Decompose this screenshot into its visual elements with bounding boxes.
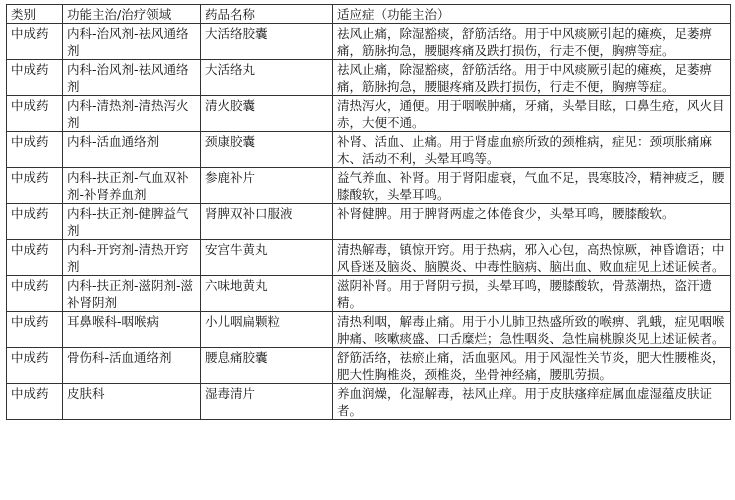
table-row <box>7 240 731 276</box>
cell-indication: 清热利咽，解毒止痛。用于小儿肺卫热盛所致的喉痹、乳蛾，症见咽喉肿痛、咳嗽痰盛、口舌糜烂；急性咽炎、急性扁桃腺炎见上述证候者。 <box>333 312 731 348</box>
cell-indication: 益气养血、补肾。用于肾阳虚衰，气血不足，畏寒肢冷，精神疲乏，腰膝酸软，头晕耳鸣。 <box>333 168 731 204</box>
cell-therapeutic-field: 内科-清热剂-清热泻火剂 <box>63 96 201 132</box>
cell-indication: 舒筋活络，祛瘀止痛，活血驱风。用于风湿性关节炎，肥大性腰椎炎，肥大性胸椎炎，颈椎炎，坐骨神经痛，腰肌劳损。 <box>333 348 731 384</box>
cell-therapeutic-field: 内科-活血通络剂 <box>63 132 201 168</box>
cell-indication: 补肾、活血、止痛。用于肾虚血瘀所致的颈椎病，症见：颈项胀痛麻木、活动不利，头晕耳鸣等。 <box>333 132 731 168</box>
drug-indication-table <box>6 4 731 420</box>
header-therapeutic-field: 功能主治/治疗领域 <box>63 5 201 24</box>
cell-indication: 滋阴补肾。用于肾阴亏损，头晕耳鸣，腰膝酸软，骨蒸潮热，盗汗遗精。 <box>333 276 731 312</box>
cell-drug-name: 颈康胶囊 <box>201 132 333 168</box>
cell-category: 中成药 <box>7 240 63 276</box>
cell-indication: 祛风止痛，除湿豁痰，舒筋活络。用于中风痰厥引起的瘫痪，足萎痹痛，筋脉拘急，腰腿疼痛及跌打损伤，行走不便，胸痹等症。 <box>333 24 731 60</box>
cell-drug-name: 腰息痛胶囊 <box>201 348 333 384</box>
table-row <box>7 384 731 420</box>
cell-drug-name: 肾脾双补口服液 <box>201 204 333 240</box>
cell-category: 中成药 <box>7 312 63 348</box>
cell-indication: 清热泻火，通便。用于咽喉肿痛，牙痛，头晕目眩，口鼻生疮，风火目赤，大便不通。 <box>333 96 731 132</box>
table-row <box>7 24 731 60</box>
table-row <box>7 204 731 240</box>
header-drug-name: 药品名称 <box>201 5 333 24</box>
cell-drug-name: 清火胶囊 <box>201 96 333 132</box>
cell-indication: 清热解毒，镇惊开窍。用于热病，邪入心包，高热惊厥，神昏谵语；中风昏迷及脑炎、脑膜炎、中毒性脑病、脑出血、败血症见上述证候者。 <box>333 240 731 276</box>
cell-therapeutic-field: 内科-扶正剂-气血双补剂-补肾养血剂 <box>63 168 201 204</box>
cell-therapeutic-field: 皮肤科 <box>63 384 201 420</box>
cell-drug-name: 小儿咽扁颗粒 <box>201 312 333 348</box>
cell-therapeutic-field: 内科-扶正剂-健脾益气剂 <box>63 204 201 240</box>
cell-therapeutic-field: 内科-治风剂-祛风通络剂 <box>63 24 201 60</box>
cell-indication: 养血润燥，化湿解毒，祛风止痒。用于皮肤瘙痒症属血虚湿蕴皮肤证者。 <box>333 384 731 420</box>
cell-therapeutic-field: 内科-开窍剂-清热开窍剂 <box>63 240 201 276</box>
header-category: 类别 <box>7 5 63 24</box>
cell-drug-name: 安宫牛黄丸 <box>201 240 333 276</box>
cell-therapeutic-field: 骨伤科-活血通络剂 <box>63 348 201 384</box>
cell-category: 中成药 <box>7 384 63 420</box>
cell-category: 中成药 <box>7 348 63 384</box>
cell-drug-name: 六味地黄丸 <box>201 276 333 312</box>
cell-therapeutic-field: 耳鼻喉科-咽喉病 <box>63 312 201 348</box>
cell-category: 中成药 <box>7 276 63 312</box>
cell-indication: 祛风止痛，除湿豁痰，舒筋活络。用于中风痰厥引起的瘫痪，足萎痹痛，筋脉拘急，腰腿疼痛及跌打损伤，行走不便，胸痹等症。 <box>333 60 731 96</box>
cell-drug-name: 大活络丸 <box>201 60 333 96</box>
table-row <box>7 132 731 168</box>
cell-category: 中成药 <box>7 204 63 240</box>
table-row <box>7 168 731 204</box>
cell-drug-name: 大活络胶囊 <box>201 24 333 60</box>
cell-category: 中成药 <box>7 60 63 96</box>
cell-category: 中成药 <box>7 168 63 204</box>
cell-therapeutic-field: 内科-扶正剂-滋阴剂-滋补肾阴剂 <box>63 276 201 312</box>
cell-category: 中成药 <box>7 24 63 60</box>
table-header-row <box>7 5 731 24</box>
table-row <box>7 312 731 348</box>
table-row <box>7 60 731 96</box>
cell-category: 中成药 <box>7 132 63 168</box>
header-indication: 适应症（功能主治） <box>333 5 731 24</box>
cell-drug-name: 湿毒清片 <box>201 384 333 420</box>
table-row <box>7 348 731 384</box>
table-row <box>7 276 731 312</box>
cell-indication: 补肾健脾。用于脾肾两虚之体倦食少，头晕耳鸣，腰膝酸软。 <box>333 204 731 240</box>
cell-category: 中成药 <box>7 96 63 132</box>
cell-therapeutic-field: 内科-治风剂-祛风通络剂 <box>63 60 201 96</box>
cell-drug-name: 参鹿补片 <box>201 168 333 204</box>
table-row <box>7 96 731 132</box>
